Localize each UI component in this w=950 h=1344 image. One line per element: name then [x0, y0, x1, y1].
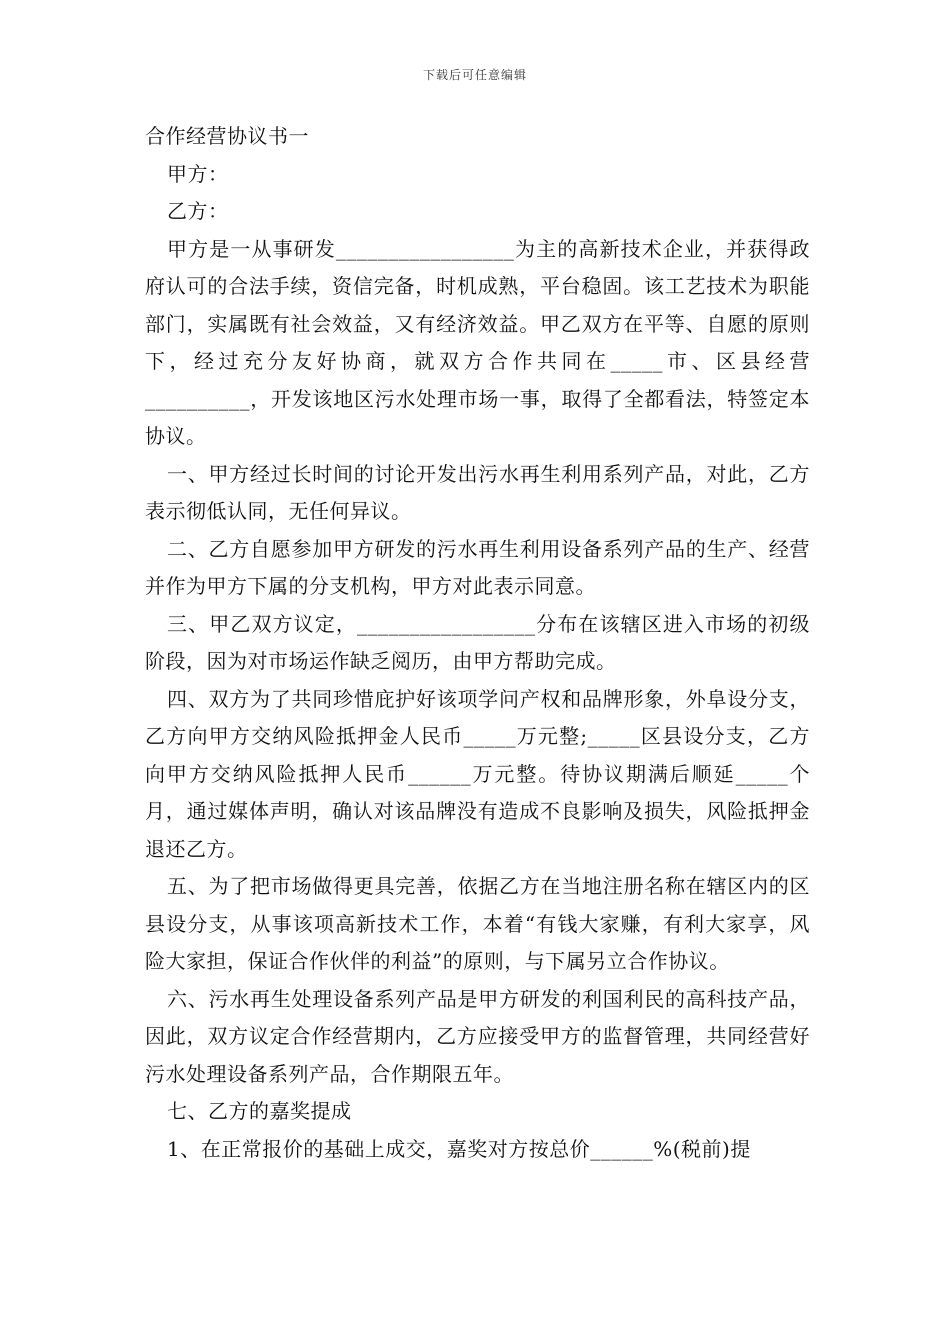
clause-1: 一、甲方经过长时间的讨论开发出污水再生利用系列产品，对此，乙方表示彻低认同，无任何异议。: [145, 461, 810, 523]
page-header-note: 下载后可任意编辑: [422, 68, 527, 82]
clause-4: 四、双方为了共同珍惜庇护好该项学问产权和品牌形象，外阜设分支，乙方向甲方交纳风险抵押金人民币_____万元整;_____区县设分支，乙方向甲方交纳风险抵押人民币______万元整。待协议期满后顺延_____个月，通过媒体声明，确认对该品牌没有造成不良影响及损失，风险抵押金退还乙方。: [145, 686, 810, 861]
document-body: [145, 118, 810, 1168]
clause-5: 五、为了把市场做得更具完善，依据乙方在当地注册名称在辖区内的区县设分支，从事该项高新技术工作，本着“有钱大家赚，有利大家享，风险大家担，保证合作伙伴的利益”的原则，与下属另立合作协议。: [145, 874, 810, 973]
clause-3: 三、甲乙双方议定，_________________分布在该辖区进入市场的初级阶段，因为对市场运作缺乏阅历，由甲方帮助完成。: [145, 611, 810, 673]
party-b-label: 乙方：: [167, 199, 229, 223]
paragraph-intro: 甲方是一从事研发_________________为主的高新技术企业，并获得政府认可的合法手续，资信完备，时机成熟，平台稳固。该工艺技术为职能部门，实属既有社会效益，又有经济效益。甲乙双方在平等、自愿的原则下，经过充分友好协商，就双方合作共同在_____市、区县经营__________，开发该地区污水处理市场一事，取得了全都看法，特签定本协议。: [145, 236, 810, 448]
clause-7-heading: 七、乙方的嘉奖提成: [167, 1099, 352, 1123]
clause-6: 六、污水再生处理设备系列产品是甲方研发的利国利民的高科技产品，因此，双方议定合作经营期内，乙方应接受甲方的监督管理，共同经营好污水处理设备系列产品，合作期限五年。: [145, 986, 810, 1086]
party-a-label: 甲方：: [167, 161, 229, 186]
clause-7-item-1: 1、在正常报价的基础上成交，嘉奖对方按总价______%(税前)提: [167, 1136, 751, 1161]
document-title: 合作经营协议书一: [145, 124, 309, 148]
clause-2: 二、乙方自愿参加甲方研发的污水再生利用设备系列产品的生产、经营并作为甲方下属的分支机构，甲方对此表示同意。: [145, 536, 810, 598]
